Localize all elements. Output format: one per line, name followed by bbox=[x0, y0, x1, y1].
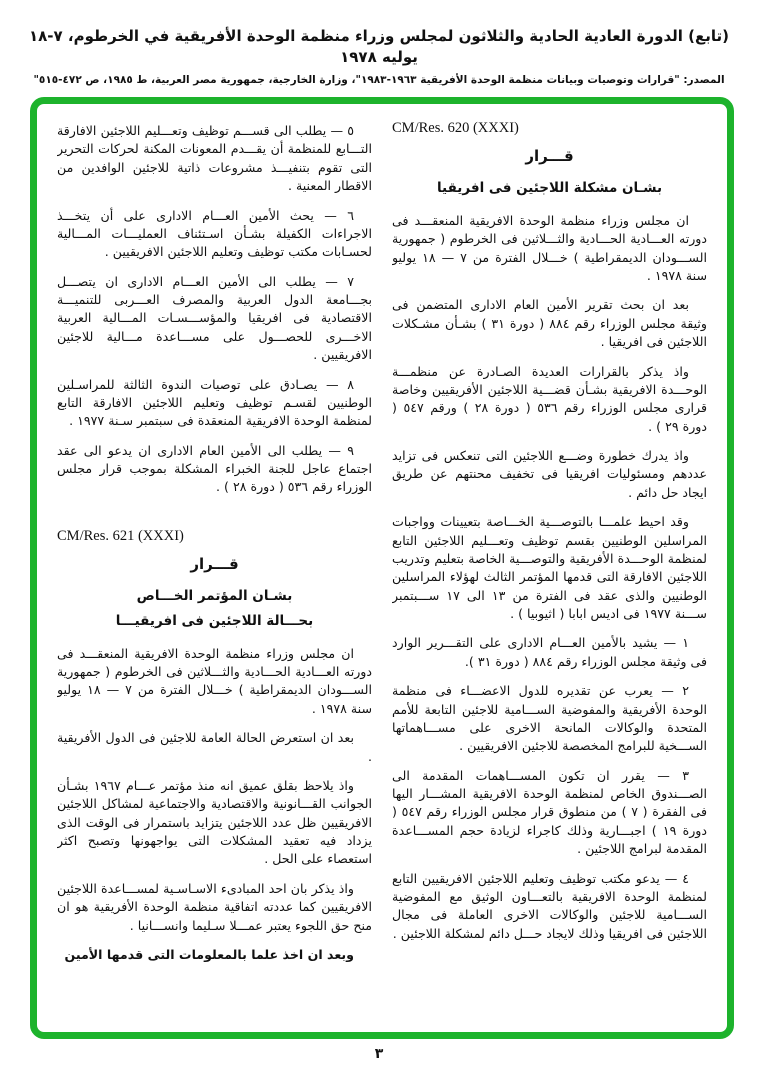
paragraph: وبعد ان اخذ علما بالمعلومات التى قدمها الأمين bbox=[64, 946, 354, 962]
paragraph-item-5: ٥ — يطلب الى قســـم توظيف وتعـــليم اللاجئين الافارقة التـــابع للمنظمة أن يقـــدم المعونات المكنة لحركات التحرير التى تقوم بتنفيـــذ مشروعات ذاتية للاجئين الوافدين من الاقطار المعنية . bbox=[57, 123, 372, 194]
paragraph-item-6: ٦ — يحث الأمين العـــام الادارى على أن يتخـــذ الاجراءات الكفيلة بشـأن اسـتئناف العمليـــات المـــالية لحسـابات مكتب توظيف وتعليم اللاجئين الافريقيين . bbox=[57, 207, 372, 260]
paragraph: ان مجلس وزراء منظمة الوحدة الافريقية المنعقـــد فى دورته العـــادية الحـــادية والثـــلاثين فى الخرطوم ( جمهورية الســـودان الديمقراطية ) خـــلال الفترة من ٧ — ١٨ يوليو سنة ١٩٧٨ . bbox=[392, 212, 707, 284]
paragraph-item-1: ١ — يشيد بالأمين العـــام الادارى على التقـــرير الوارد فى وثيقة مجلس الوزراء رقم ٨٨٤ ( دورة ٣١ ). bbox=[392, 635, 707, 669]
paragraph: واذ يلاحظ بقلق عميق انه منذ مؤتمر عـــام ١٩٦٧ بشـأن الجوانب القـــانونية والاقتصادية والاجتماعية لمشاكل اللاجئين الافريقيين ظل عدد اللاجئين يتزايد باستمرار فى الوقت الذى يزداد فيه تعقيد المشكلات التى يواجهونها وتصبح اكثر استعصاء على الحل . bbox=[57, 777, 372, 867]
page-number: ٣ bbox=[374, 1046, 384, 1062]
paragraph: بعد ان استعرض الحالة العامة للاجئين فى الدول الأفريقية . bbox=[57, 730, 372, 764]
paragraph-item-2: ٢ — يعرب عن تقديره للدول الاعضـــاء فى منظمة الوحدة الأفريقية والمفوضية الســـامية للاجئين التابعة للأمم المتحدة والوكالات المانحة الاخرى على مســـاهماتها الســـخية للبرامج المخصصة للاجئين الافريقيين . bbox=[392, 683, 707, 754]
resolution-code-620: CM/Res. 620 (XXXI) bbox=[392, 120, 519, 136]
column-left-res620-cont-res621 bbox=[57, 114, 372, 1024]
resolution-subtitle-621-line2: بحـــالة اللاجئين فى افريقيـــا bbox=[115, 612, 314, 629]
resolution-title-620: قـــرار bbox=[525, 147, 574, 165]
resolution-code-621: CM/Res. 621 (XXXI) bbox=[57, 527, 184, 544]
resolution-title-621: قـــرار bbox=[190, 554, 239, 573]
paragraph-item-7: ٧ — يطلب الى الأمين العـــام الادارى ان يتصـــل بجـــامعة الدول العربية والمصرف العـــربى للتنميـــة الاقتصادية فى افريقيا والمؤســـسـات المـــالية العربية الاخـــرى للحصـــول على مســـاعدة مـــالية للاجئين الافريقيين . bbox=[57, 273, 372, 363]
two-column-layout bbox=[37, 104, 727, 1032]
source-citation: المصدر: "قرارات وتوصيات وبيانات منظمة الوحدة الأفريقية ١٩٦٣-١٩٨٣"، وزارة الخارجية، جمهورية مصر العربية، ط ١٩٨٥، ص ٤٧٢-٥١٥" bbox=[33, 74, 725, 86]
resolution-subtitle-621-line1: بشـان المؤتمر الخـــاص bbox=[136, 587, 293, 604]
resolution-subtitle-620: بشـان مشكلة اللاجئين فى افريقيا bbox=[436, 180, 663, 196]
paragraph: وقد احيط علمـــا بالتوصـــية الخـــاصة بتعيينات وواجبات المراسلين الوطنيين بقسم توظيف وتعـــليم اللاجئين التابع لمنظمة الوحـــدة الأفريقية والتوصـــية الخاصة بتعليم وتدريب اللاجئين الافارقة التى قدمها المؤتمر الثالث لهؤلاء المراسلين الوطنيين والذى عقد فى الفترة من ١٣ الى ١٧ ســـبتمبر ســـنة ١٩٧٧ فى اديس ابابا ( اثيوبيا ) . bbox=[392, 514, 707, 622]
paragraph-item-4: ٤ — يدعو مكتب توظيف وتعليم اللاجئين الافريقيين التابع لمنظمة الوحدة الافريقية بالتعـــاون الوثيق مع المفوضية الســـامية للاجئين والوكالات الاخرى العاملة فى مجال اللاجئين فى افريقيا وذلك لايجاد حـــل دائم لمشكلة اللاجئين . bbox=[392, 870, 707, 941]
section-divider-gap bbox=[57, 508, 372, 522]
green-border-frame bbox=[30, 97, 734, 1039]
paragraph-item-3: ٣ — يقرر ان تكون المســـاهمات المقدمة الى الصـــندوق الخاص لمنظمة الوحدة الافريقية المشـــار اليها فى الفقرة ( ٧ ) من منطوق قرار مجلس الوزراء رقم ٥٤٧ ( دورة ١٩ ) اجبـــارية وذلك كاجراء لزيادة حجم المســـاعدة المقدمة لبرامج اللاجئين . bbox=[392, 767, 707, 857]
paragraph: ان مجلس وزراء منظمة الوحدة الافريقية المنعقـــد فى دورته العـــادية الحـــادية والثـــلاثين فى الخرطوم ( جمهورية الســـودان الديمقراطية ) خـــلال الفترة من ٧ — ١٨ يوليو سنة ١٩٧٨ . bbox=[57, 645, 372, 716]
page-header bbox=[20, 26, 738, 86]
paragraph: واذ يذكر بالقرارات العديدة الصـادرة عن منظمـــة الوحـــدة الافريقية بشـأن قضـــية اللاجئين الأفريقيين وخاصة قرارى مجلس الوزراء رقم ٥٣٦ ( دورة ٢٨ ) ورقم ٥٤٧ ( دورة ٢٩ ) . bbox=[392, 363, 707, 434]
paragraph-item-9: ٩ — يطلب الى الأمين العام الادارى ان يدعو الى عقد اجتماع عاجل للجنة الخبراء المشكلة بموجب قرار مجلس الوزراء رقم ٥٣٦ ( دورة ٢٨ ) . bbox=[57, 442, 372, 495]
paragraph: بعد ان بحث تقرير الأمين العام الادارى المتضمن فى وثيقة مجلس الوزراء رقم ٨٨٤ ( دورة ٣١ ) بشـأن مشـكلات اللاجئين فى افريقيا . bbox=[392, 297, 707, 350]
paragraph: واذ يذكر بان احد المبادىء الاسـاسـية لمســـاعدة اللاجئين الافريقيين كما عددته اتفاقية منظمة الوحدة الأفريقية هو ان منح حق اللجوء يعتبر عمـــلا سـليما وانســـانيا . bbox=[57, 880, 372, 933]
paragraph-item-8: ٨ — يصـادق على توصيات الندوة الثالثة للمراسـلين الوطنيين لقسـم توظيف وتعليم اللاجئين الافارقة التابع لمنظمة الوحدة الافريقية المنعقدة فى سبتمبر سـنة ١٩٧٧ . bbox=[57, 376, 372, 429]
paragraph: واذ يدرك خطورة وضـــع اللاجئين التى تنعكس فى تزايد عددهم ومسئوليات افريقيا فى تخفيف محنتهم عن طريق ايجاد حل دائم . bbox=[392, 448, 707, 500]
session-title: (تابع) الدورة العادية الحادية والثلاثون لمجلس وزراء منظمة الوحدة الأفريقية في الخرطوم، ٧-١٨ يوليه ١٩٧٨ bbox=[28, 27, 730, 66]
column-right-res620 bbox=[392, 114, 707, 1024]
